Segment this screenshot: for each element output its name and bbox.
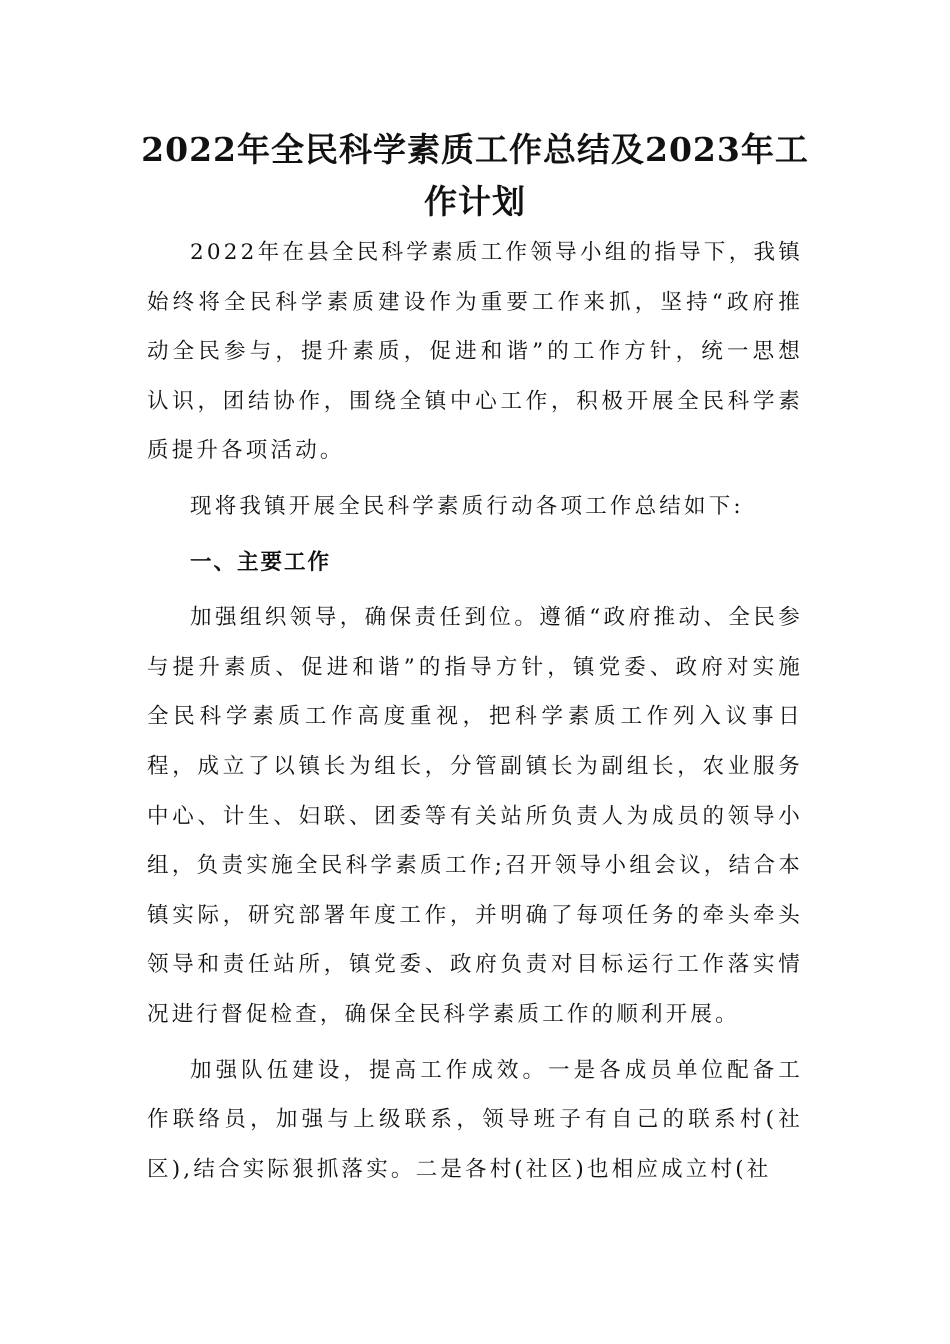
intro-paragraph: 2022年在县全民科学素质工作领导小组的指导下，我镇始终将全民科学素质建设作为重要工作来抓，坚持“政府推动全民参与，提升素质，促进和谐”的工作方针，统一思想认识，团结协作，围绕全镇中心工作，积极开展全民科学素质提升各项活动。 (147, 240, 803, 464)
summary-lead-paragraph: 现将我镇开展全民科学素质行动各项工作总结如下: (190, 493, 744, 519)
document-body (147, 228, 803, 1200)
organization-leadership-paragraph: 加强组织领导，确保责任到位。遵循“政府推动、全民参与提升素质、促进和谐”的指导方针，镇党委、政府对实施全民科学素质工作高度重视，把科学素质工作列入议事日程，成立了以镇长为组长，分管副镇长为副组长，农业服务中心、计生、妇联、团委等有关站所负责人为成员的领导小组，负责实施全民科学素质工作;召开领导小组会议，结合本镇实际，研究部署年度工作，并明确了每项任务的牵头牵头领导和责任站所，镇党委、政府负责对目标运行工作落实情况进行督促检查，确保全民科学素质工作的顺利开展。 (147, 605, 803, 1027)
document-title: 2022年全民科学素质工作总结及2023年工作计划 (141, 130, 809, 221)
section-heading-main-work: 一、主要工作 (190, 549, 332, 575)
team-building-paragraph: 加强队伍建设，提高工作成效。一是各成员单位配备工作联络员，加强与上级联系，领导班子有自己的联系村(社区),结合实际狠抓落实。二是各村(社区)也相应成立村(社 (147, 1057, 803, 1182)
